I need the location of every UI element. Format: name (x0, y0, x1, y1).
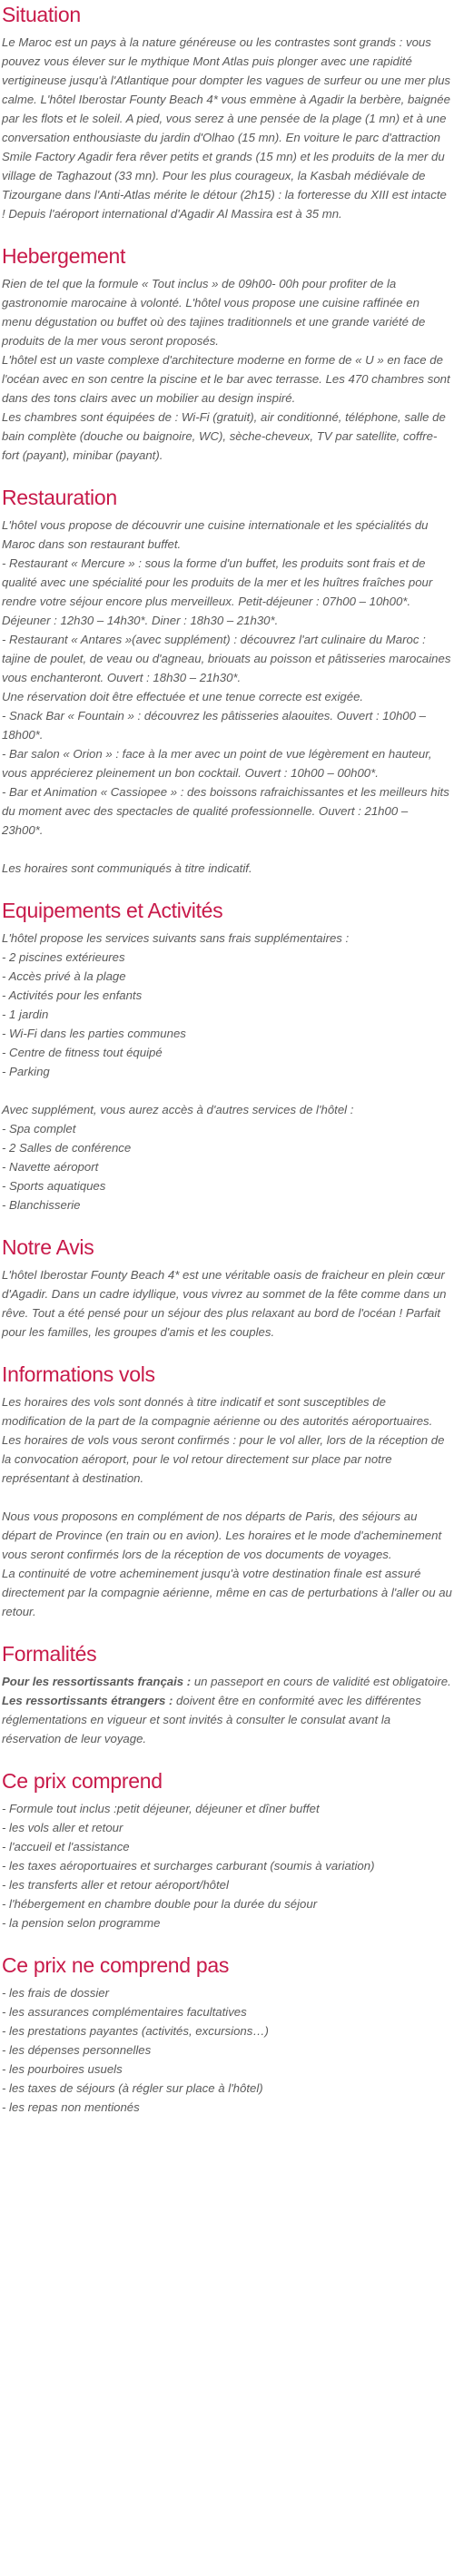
text-line: - l'accueil et l'assistance (2, 1840, 130, 1853)
text-line: - l'hébergement en chambre double pour la durée du séjour (2, 1897, 318, 1911)
section-informations-vols (2, 1362, 452, 1621)
section-body (2, 1392, 452, 1621)
text-line: La continuité de votre acheminement jusqu'à votre destination finale est assuré directement par la compagnie aérienne, même en cas de perturbations à l'aller ou au retour. (2, 1567, 452, 1618)
text-line: - Navette aéroport (2, 1160, 99, 1174)
text-line: Nous vous proposons en complément de nos départs de Paris, des séjours au départ de Province (en train ou en avion). Les horaires et le mode d'acheminement vous seront confirmés lors de la réception de vos documents de voyages. (2, 1509, 442, 1561)
text-line: - Snack Bar « Fountain » : découvrez les pâtisseries alaouites. Ouvert : 10h00 – 18h00*. (2, 709, 426, 742)
text-line: - la pension selon programme (2, 1916, 161, 1930)
section-body (2, 929, 452, 1214)
blank-line (2, 1488, 452, 1507)
text-line: - 2 piscines extérieures (2, 950, 125, 964)
section-title: Ce prix comprend (2, 1769, 163, 1793)
section-body (2, 33, 452, 223)
text-line: - Bar salon « Orion » : face à la mer avec un point de vue légèrement en hauteur, vous apprécierez pleinement un bon cocktail. Ouvert : 10h00 – 00h00*. (2, 747, 432, 780)
text-line: - 2 Salles de conférence (2, 1141, 132, 1155)
text-line: Avec supplément, vous aurez accès à d'autres services de l'hôtel : (2, 1103, 354, 1116)
text-line: - les frais de dossier (2, 1986, 109, 2000)
text-line: - les taxes aéroportuaires et surcharges carburant (soumis à variation) (2, 1859, 375, 1873)
text-line: Rien de tel que la formule « Tout inclus » de 09h00- 00h pour profiter de la gastronomie marocaine à volonté. L'hôtel vous propose une cuisine raffinée en menu dégustation ou buffet où des tajines traditionnels et une grande variété de produits de la mer vous seront proposés. (2, 277, 426, 348)
section-restauration (2, 485, 452, 878)
formalite-lead: Les ressortissants étrangers : (2, 1694, 173, 1707)
text-line: - Parking (2, 1065, 50, 1078)
blank-line (2, 1081, 452, 1100)
section-body (2, 516, 452, 878)
text-line: - Spa complet (2, 1122, 76, 1136)
text-line: - Accès privé à la plage (2, 969, 126, 983)
section-title: Formalités (2, 1642, 97, 1666)
section-equipements (2, 898, 452, 1214)
text-line: L'hôtel propose les services suivants sans frais supplémentaires : (2, 931, 350, 945)
section-body (2, 1672, 452, 1748)
text-line: - les dépenses personnelles (2, 2043, 152, 2057)
text-line: - Wi-Fi dans les parties communes (2, 1027, 186, 1040)
section-body (2, 1265, 452, 1342)
section-title: Hebergement (2, 244, 126, 268)
section-situation (2, 2, 452, 223)
blank-line (2, 840, 452, 859)
text-line: Une réservation doit être effectuée et une tenue correcte est exigée. (2, 690, 364, 703)
text-line: L'hôtel vous propose de découvrir une cuisine internationale et les spécialités du Maroc dans son restaurant buffet. (2, 518, 429, 551)
text-line: Le Maroc est un pays à la nature généreuse ou les contrastes sont grands : vous pouvez vous élever sur le mythique Mont Atlas puis plonger avec une rapidité vertigineuse jusqu'à l'Atlantique pour dompter les vagues de surfeur ou une mer plus calme. L'hôtel Iberostar Founty Beach 4* vous emmène à Agadir la berbère, baignée par les flots et le soleil. A pied, vous serez à une pensée de la plage (1 mn) et à une conversation enthousiaste du jardin d'Olhao (15 mn). En voiture le parc d'attraction Smile Factory Agadir fera rêver petits et grands (15 mn) et les produits de la mer du village de Taghazout (33 mn). Pour les plus courageux, la Kasbah médiévale de Tizourgane dans l'Anti-Atlas mérite le détour (2h15) : la forteresse du XIII est intacte ! Depuis l'aéroport international d'Agadir Al Massira est à 35 mn. (2, 35, 450, 221)
section-body (2, 1983, 452, 2117)
section-formalites (2, 1641, 452, 1748)
text-line: - Bar et Animation « Cassiopee » : des boissons rafraichissantes et les meilleurs hits du moment avec des spectacles de qualité professionnelle. Ouvert : 21h00 – 23h00*. (2, 785, 449, 837)
section-prix-ne-comprend-pas (2, 1952, 452, 2117)
section-prix-comprend (2, 1768, 452, 1932)
text-line: L'hôtel Iberostar Founty Beach 4* est une véritable oasis de fraicheur en plein cœur d'Agadir. Dans un cadre idyllique, vous vivrez au sommet de la fête comme dans un rêve. Tout a été pensé pour un séjour des plus relaxant au bord de l'océan ! Parfait pour les familles, les groupes d'amis et les couples. (2, 1268, 447, 1339)
text-line: Les horaires des vols sont donnés à titre indicatif et sont susceptibles de modification de la part de la compagnie aérienne ou des autorités aéroportuaires. (2, 1395, 433, 1428)
text-line: - 1 jardin (2, 1008, 49, 1021)
section-title: Ce prix ne comprend pas (2, 1953, 230, 1977)
section-title: Situation (2, 3, 81, 26)
section-body (2, 274, 452, 465)
text-line: - les repas non mentionés (2, 2100, 140, 2114)
section-title: Restauration (2, 486, 117, 509)
text-line: - les prestations payantes (activités, excursions…) (2, 2024, 269, 2038)
text-line: L'hôtel est un vaste complexe d'architecture moderne en forme de « U » en face de l'océan avec en son centre la piscine et le bar avec terrasse. Les 470 chambres sont dans des tons clairs avec un mobilier au design inspiré. (2, 353, 450, 405)
text-line: - Restaurant « Mercure » : sous la forme d'un buffet, les produits sont frais et de qualité avec une spécialité pour les produits de la mer et les huîtres fraîches pour rendre votre séjour encore plus merveilleux. Petit-déjeuner : 07h00 – 10h00*. Déjeuner : 12h30 – 14h30*. Diner : 18h30 – 21h30*. (2, 556, 433, 627)
text-line: - Sports aquatiques (2, 1179, 106, 1193)
text-line: - les taxes de séjours (à régler sur place à l'hôtel) (2, 2081, 263, 2095)
text-line: - Centre de fitness tout équipé (2, 1046, 163, 1059)
text-line: - Blanchisserie (2, 1198, 81, 1212)
formalite-item (2, 1672, 452, 1691)
text-line: Les horaires de vols vous seront confirmés : pour le vol aller, lors de la réception de la convocation aéroport, pour le vol retour directement sur place par notre représentant à destination. (2, 1433, 445, 1485)
section-title: Equipements et Activités (2, 899, 223, 922)
section-notre-avis (2, 1234, 452, 1342)
text-line: - Formule tout inclus :petit déjeuner, déjeuner et dîner buffet (2, 1802, 320, 1815)
text-line: - Activités pour les enfants (2, 988, 143, 1002)
formalite-text: un passeport en cours de validité est obligatoire. (191, 1675, 451, 1688)
text-line: - les pourboires usuels (2, 2062, 123, 2076)
text-line: - les transferts aller et retour aéroport/hôtel (2, 1878, 229, 1892)
section-title: Notre Avis (2, 1235, 94, 1259)
text-line: - les vols aller et retour (2, 1821, 123, 1834)
text-line: Les horaires sont communiqués à titre indicatif. (2, 861, 252, 875)
formalite-text: doivent être en conformité avec les différentes réglementations en vigueur et sont invités à consulter le consulat avant la réservation de leur voyage. (2, 1694, 421, 1745)
formalite-item (2, 1691, 452, 1748)
section-hebergement (2, 243, 452, 465)
text-line: - Restaurant « Antares »(avec supplément) : découvrez l'art culinaire du Maroc : tajine de poulet, de veau ou d'agneau, briouats au poisson et pâtisseries marocaines vous enchanteront. Ouvert : 18h30 – 21h30*. (2, 633, 451, 684)
formalite-lead: Pour les ressortissants français : (2, 1675, 192, 1688)
section-body (2, 1799, 452, 1932)
text-line: Les chambres sont équipées de : Wi-Fi (gratuit), air conditionné, téléphone, salle de bain complète (douche ou baignoire, WC), sèche-cheveux, TV par satellite, coffre-fort (payant), minibar (payant). (2, 410, 446, 462)
text-line: - les assurances complémentaires facultatives (2, 2005, 247, 2019)
section-title: Informations vols (2, 1362, 155, 1386)
